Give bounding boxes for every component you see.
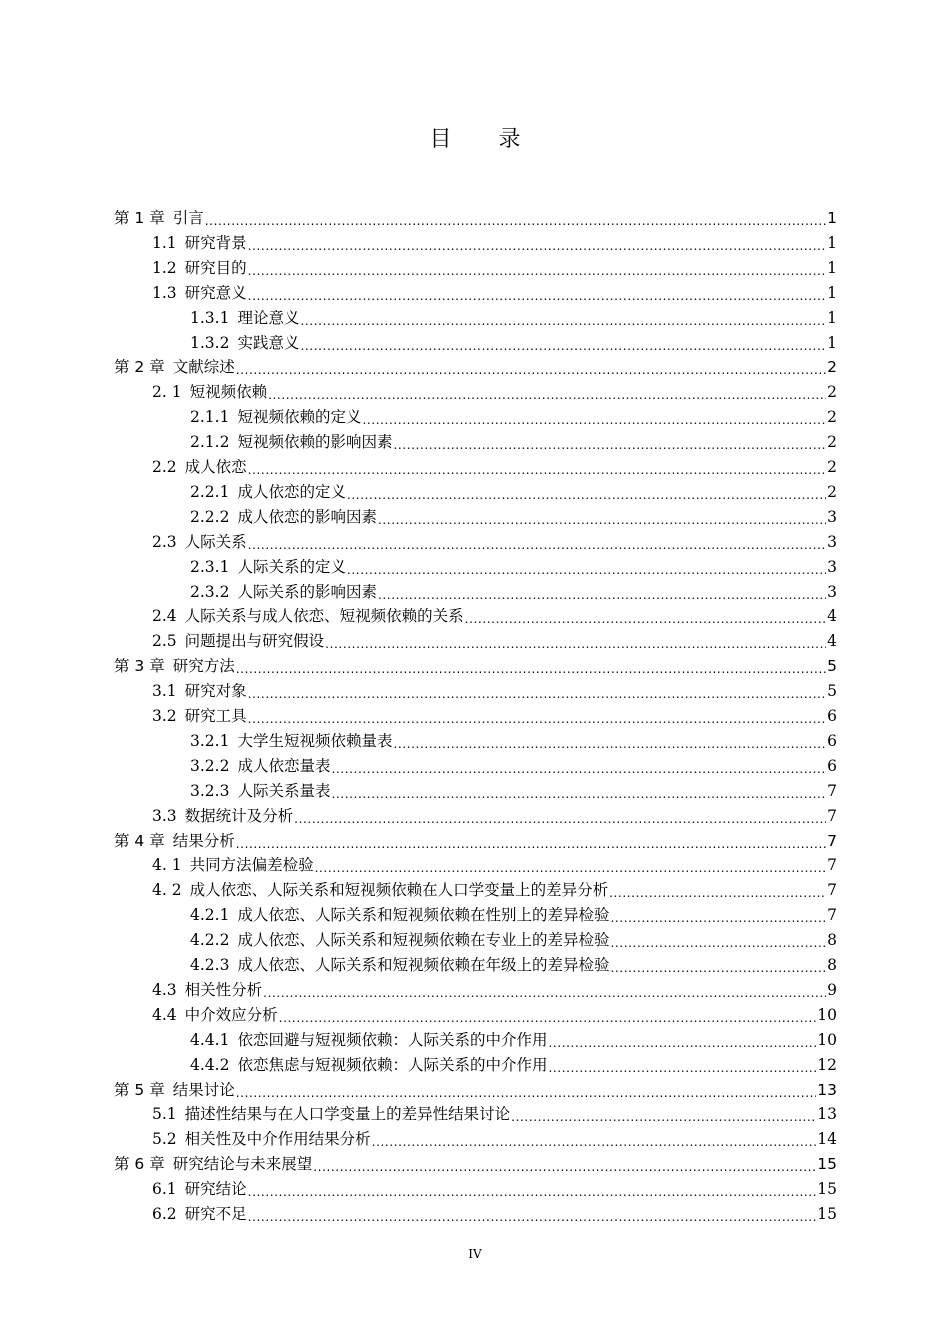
toc-entry-title: 人际关系量表 [237, 781, 331, 800]
toc-dot-leader [315, 855, 827, 875]
toc-entry[interactable] [152, 1000, 837, 1025]
toc-dot-leader [610, 905, 826, 925]
toc-dot-leader [236, 656, 826, 676]
toc-entry-number: 2. 1 [152, 383, 182, 402]
toc-dot-leader [248, 457, 826, 477]
toc-entry-title: 描述性结果与在人口学变量上的差异性结果讨论 [184, 1105, 511, 1124]
toc-dot-leader [248, 681, 826, 701]
toc-entry[interactable] [152, 850, 837, 875]
toc-dot-leader [609, 880, 826, 900]
toc-dot-leader [331, 756, 826, 776]
toc-entry-number: 第 1 章 [114, 209, 165, 227]
toc-entry-number: 第 6 章 [114, 1155, 165, 1174]
toc-dot-leader [372, 1129, 817, 1149]
toc-entry[interactable] [114, 352, 837, 377]
toc-entry[interactable] [152, 975, 837, 1000]
toc-entry[interactable] [114, 826, 837, 851]
toc-entry-number: 第 4 章 [114, 831, 165, 850]
toc-entry-page: 7 [827, 781, 837, 800]
toc-entry[interactable] [190, 402, 837, 427]
toc-entry-page: 1 [827, 283, 837, 302]
toc-entry-title: 相关性及中介作用结果分析 [184, 1130, 371, 1149]
toc-entry-title: 研究对象 [184, 682, 247, 701]
toc-entry-title: 短视频依赖 [189, 383, 268, 402]
toc-entry-page: 2 [827, 408, 837, 427]
toc-entry-title: 数据统计及分析 [184, 806, 294, 825]
toc-entry-page: 1 [827, 209, 837, 227]
toc-entry[interactable] [114, 1075, 837, 1100]
toc-dot-leader [362, 407, 826, 427]
toc-dot-leader [325, 631, 826, 651]
toc-dot-leader [294, 806, 826, 826]
toc-entry[interactable] [152, 253, 837, 278]
toc-entry-number: 2.4 [152, 607, 177, 626]
toc-entry-title: 中介效应分析 [184, 1005, 278, 1024]
toc-entry-page: 2 [827, 383, 837, 402]
toc-entry[interactable] [190, 1050, 837, 1075]
toc-dot-leader [300, 308, 826, 328]
toc-entry-number: 2.1.1 [190, 408, 230, 427]
toc-entry-number: 4. 1 [152, 856, 182, 875]
toc-entry-page: 2 [827, 433, 837, 452]
toc-entry-number: 3.3 [152, 806, 177, 825]
toc-entry-page: 5 [827, 682, 837, 701]
toc-entry[interactable] [152, 875, 837, 900]
toc-entry-number: 1.2 [152, 258, 177, 277]
toc-entry[interactable] [190, 751, 837, 776]
toc-dot-leader [268, 382, 826, 402]
toc-entry[interactable] [190, 900, 837, 925]
toc-entry-title: 相关性分析 [184, 980, 263, 999]
toc-entry-number: 3.2 [152, 707, 177, 725]
toc-entry-number: 第 5 章 [114, 1080, 165, 1099]
toc-entry-page: 3 [827, 507, 837, 526]
toc-entry-page: 7 [827, 831, 837, 850]
toc-entry-number: 5.1 [152, 1105, 177, 1124]
toc-entry-title: 研究结论 [184, 1180, 247, 1199]
toc-entry-page: 10 [817, 1030, 837, 1049]
toc-entry[interactable] [152, 1174, 837, 1199]
toc-entry-number: 3.2.1 [190, 731, 230, 750]
toc-dot-leader [378, 582, 826, 602]
toc-entry-page: 3 [827, 532, 837, 551]
toc-entry[interactable] [152, 527, 837, 552]
toc-entry-page: 3 [827, 557, 837, 576]
toc-entry-title: 成人依恋、人际关系和短视频依赖在人口学变量上的差异分析 [189, 881, 609, 900]
toc-entry-number: 4.2.3 [190, 956, 230, 974]
toc-entry-number: 4.3 [152, 980, 177, 999]
toc-entry[interactable] [190, 776, 837, 801]
toc-entry-title: 研究结论与未来展望 [172, 1155, 313, 1174]
toc-entry-title: 成人依恋、人际关系和短视频依赖在专业上的差异检验 [237, 931, 610, 950]
toc-entry[interactable] [190, 427, 837, 452]
toc-dot-leader [248, 1204, 817, 1224]
toc-entry-title: 文献综述 [172, 358, 235, 377]
toc-dot-leader [465, 606, 826, 626]
toc-entry[interactable] [152, 377, 837, 402]
toc-entry-page: 7 [827, 906, 837, 925]
toc-entry-page: 7 [827, 856, 837, 875]
toc-dot-leader [300, 333, 826, 353]
toc-dot-leader [248, 706, 826, 726]
toc-entry-title: 成人依恋的影响因素 [237, 507, 377, 526]
toc-dot-leader [248, 1179, 817, 1199]
toc-dot-leader [248, 258, 826, 278]
toc-entry-title: 结果讨论 [172, 1080, 235, 1099]
toc-entry-title: 研究背景 [184, 233, 247, 252]
toc-entry-title: 成人依恋量表 [237, 756, 331, 775]
toc-entry[interactable] [152, 452, 837, 477]
toc-entry-number: 3.2.3 [190, 781, 230, 800]
toc-entry-number: 6.1 [152, 1180, 177, 1199]
toc-entry[interactable] [190, 577, 837, 602]
toc-dot-leader [548, 1030, 816, 1050]
toc-entry-number: 6.2 [152, 1205, 177, 1223]
toc-entry-page: 9 [827, 980, 837, 999]
toc-entry-page: 8 [827, 931, 837, 950]
toc-entry-page: 8 [827, 956, 837, 974]
toc-entry-title: 研究方法 [172, 657, 235, 676]
toc-dot-leader [393, 432, 826, 452]
toc-dot-leader [347, 482, 826, 502]
toc-entry[interactable] [152, 228, 837, 253]
toc-dot-leader [236, 831, 826, 851]
toc-entry-page: 2 [827, 458, 837, 476]
toc-entry[interactable] [190, 552, 837, 577]
toc-entry-number: 1.3.1 [190, 308, 230, 327]
toc-entry[interactable] [190, 925, 837, 950]
toc-title: 目 录 [429, 127, 541, 152]
toc-entry-page: 15 [817, 1155, 837, 1174]
toc-entry-number: 2.3.1 [190, 557, 230, 576]
toc-entry-title: 问题提出与研究假设 [184, 632, 325, 651]
toc-entry-title: 依恋焦虑与短视频依赖：人际关系的中介作用 [237, 1055, 548, 1074]
toc-entry-page: 6 [827, 756, 837, 775]
toc-entry-title: 成人依恋、人际关系和短视频依赖在年级上的差异检验 [237, 956, 610, 974]
toc-entry-number: 2.2.2 [190, 507, 230, 526]
toc-entry-number: 4.4.1 [190, 1030, 230, 1049]
toc-dot-leader [263, 980, 826, 1000]
toc-dot-leader [393, 731, 826, 751]
toc-dot-leader [378, 507, 826, 527]
toc-entry-page: 12 [817, 1055, 837, 1074]
toc-entry-number: 2.5 [152, 632, 177, 651]
toc-entry[interactable] [152, 1124, 837, 1149]
page-number-footer: IV [468, 1247, 482, 1261]
toc-dot-leader [248, 283, 826, 303]
toc-entry-title: 研究工具 [184, 707, 247, 725]
toc-entry-title: 短视频依赖的定义 [237, 408, 362, 427]
toc-dot-leader [347, 557, 826, 577]
toc-entry[interactable] [114, 203, 837, 228]
toc-entry[interactable] [190, 950, 837, 975]
toc-entry-number: 2.2 [152, 458, 177, 476]
toc-entry-page: 14 [817, 1130, 837, 1149]
toc-entry-page: 10 [817, 1005, 837, 1024]
toc-entry-title: 大学生短视频依赖量表 [237, 731, 393, 750]
toc-entry-number: 4.4 [152, 1005, 177, 1024]
toc-entry-page: 5 [827, 657, 837, 676]
toc-dot-leader [236, 357, 826, 377]
toc-dot-leader [313, 1154, 816, 1174]
toc-entry[interactable] [190, 1025, 837, 1050]
toc-entry[interactable] [190, 303, 837, 328]
toc-entry-page: 6 [827, 707, 837, 725]
toc-entry-number: 3.1 [152, 682, 177, 701]
toc-entry-title: 成人依恋的定义 [237, 482, 346, 501]
toc-entry-title: 成人依恋、人际关系和短视频依赖在性别上的差异检验 [237, 906, 610, 925]
toc-entry-title: 共同方法偏差检验 [189, 856, 314, 875]
toc-entry-title: 成人依恋 [184, 458, 247, 476]
toc-entry-page: 13 [817, 1105, 837, 1124]
toc-entry-page: 4 [827, 632, 837, 651]
toc-entry-title: 结果分析 [172, 831, 235, 850]
toc-entry-page: 2 [827, 358, 837, 377]
toc-entry[interactable] [152, 1199, 837, 1224]
toc-entry[interactable] [152, 626, 837, 651]
toc-entry-title: 理论意义 [237, 308, 300, 327]
toc-entry-page: 1 [827, 333, 837, 352]
toc-entry-number: 第 2 章 [114, 358, 165, 377]
toc-entry-number: 4.4.2 [190, 1055, 230, 1074]
toc-dot-leader [248, 532, 826, 552]
toc-dot-leader [511, 1104, 816, 1124]
toc-entry-title: 引言 [172, 209, 204, 227]
toc-entry-number: 4.2.1 [190, 906, 230, 925]
toc-entry-title: 人际关系 [184, 532, 247, 551]
toc-entry-number: 2.1.2 [190, 433, 230, 452]
toc-dot-leader [248, 233, 826, 253]
toc-entry[interactable] [152, 278, 837, 303]
toc-entry[interactable] [152, 676, 837, 701]
toc-entry[interactable] [152, 1099, 837, 1124]
toc-entry-number: 5.2 [152, 1130, 177, 1149]
toc-entry[interactable] [152, 601, 837, 626]
toc-entry-page: 15 [817, 1205, 837, 1223]
toc-entry-title: 人际关系的影响因素 [237, 582, 377, 601]
toc-entry[interactable] [190, 328, 837, 353]
toc-entry-number: 2.2.1 [190, 482, 230, 501]
toc-entry-number: 2.3 [152, 532, 177, 551]
toc-entry-number: 4.2.2 [190, 931, 230, 950]
toc-entry[interactable] [190, 502, 837, 527]
toc-entry-number: 1.1 [152, 233, 177, 252]
toc-entry-number: 1.3 [152, 283, 177, 302]
toc-dot-leader [279, 1005, 817, 1025]
toc-entry[interactable] [190, 726, 837, 751]
toc-entry-number: 第 3 章 [114, 657, 165, 676]
toc-entry-title: 研究意义 [184, 283, 247, 302]
toc-entry-number: 3.2.2 [190, 756, 230, 775]
toc-entry-page: 6 [827, 731, 837, 750]
toc-dot-leader [548, 1055, 816, 1075]
toc-entry-page: 1 [827, 258, 837, 277]
toc-entry-page: 7 [827, 806, 837, 825]
toc-entry-page: 2 [827, 482, 837, 501]
toc-dot-leader [610, 955, 826, 975]
toc-entry-title: 研究目的 [184, 258, 247, 277]
toc-entry-title: 实践意义 [237, 333, 300, 352]
toc-entry-page: 7 [827, 881, 837, 900]
toc-entry-number: 1.3.2 [190, 333, 230, 352]
toc-entry-page: 13 [817, 1080, 837, 1099]
toc-entry-page: 4 [827, 607, 837, 626]
toc-entry-title: 人际关系与成人依恋、短视频依赖的关系 [184, 607, 464, 626]
toc-dot-leader [236, 1080, 817, 1100]
toc-entry[interactable] [190, 477, 837, 502]
toc-entry[interactable] [114, 651, 837, 676]
toc-entry[interactable] [152, 701, 837, 726]
toc-dot-leader [205, 208, 826, 228]
toc-entry[interactable] [152, 801, 837, 826]
toc-entry-title: 研究不足 [184, 1205, 247, 1223]
toc-entry-number: 2.3.2 [190, 582, 230, 601]
toc-entry-page: 1 [827, 308, 837, 327]
toc-entry-title: 依恋回避与短视频依赖：人际关系的中介作用 [237, 1030, 548, 1049]
toc-entry-page: 1 [827, 233, 837, 252]
toc-dot-leader [331, 781, 826, 801]
toc-entry-title: 人际关系的定义 [237, 557, 346, 576]
toc-entry-page: 15 [817, 1180, 837, 1199]
toc-entry-title: 短视频依赖的影响因素 [237, 433, 393, 452]
toc-dot-leader [610, 930, 826, 950]
toc-entry-page: 3 [827, 582, 837, 601]
toc-entry-number: 4. 2 [152, 881, 182, 900]
toc-entry[interactable] [114, 1149, 837, 1174]
